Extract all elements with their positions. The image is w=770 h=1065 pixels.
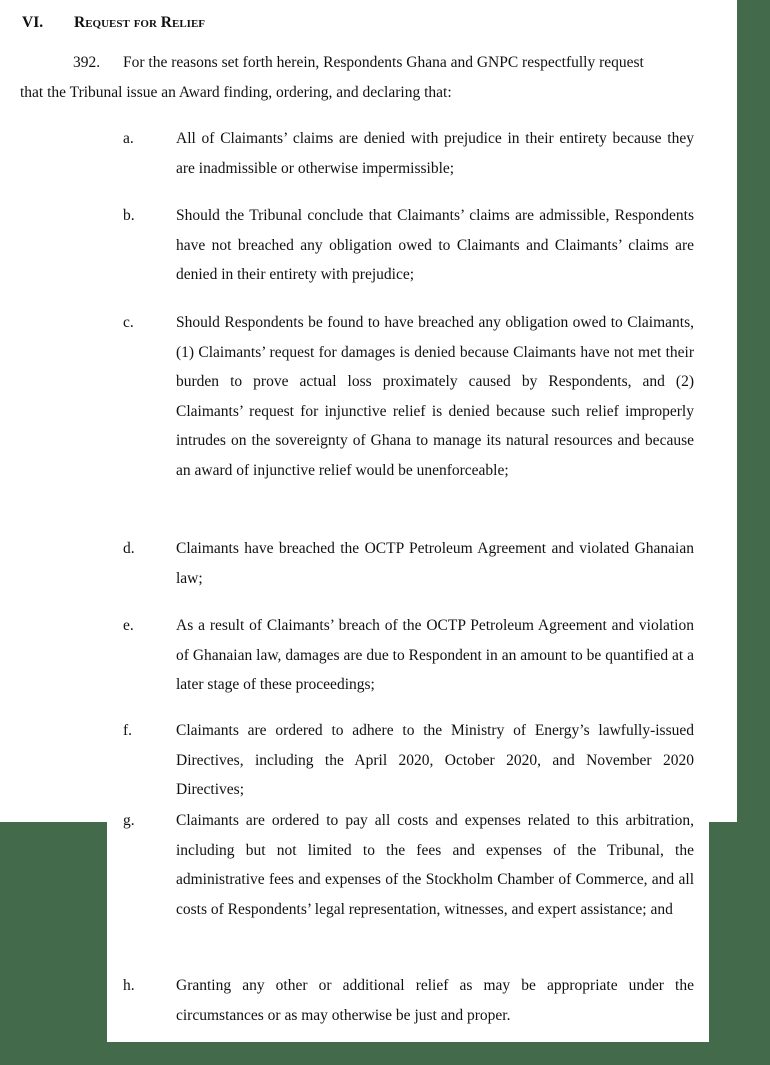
item-letter: f. [123, 722, 133, 739]
intro-paragraph-line-1 [73, 48, 644, 78]
item-letter: h. [123, 977, 135, 994]
item-text: As a result of Claimants’ breach of the OCTP Petroleum Agreement and violation of Ghanaian law, damages are due to Respondent in an amount to be quantified at a later stage of these proceedings; [176, 617, 694, 693]
item-letter: c. [123, 314, 134, 331]
item-text: Claimants are ordered to pay all costs and expenses related to this arbitration, including but not limited to the fees and expenses of the Tribunal, the administrative fees and expenses of the Stockholm Chamber of Commerce, and all costs of Respondents’ legal representation, witnesses, and expert assistance; and [176, 812, 694, 918]
item-text: Claimants are ordered to adhere to the Ministry of Energy’s lawfully-issued Directives, including the April 2020, October 2020, and November 2020 Directives; [176, 722, 694, 798]
item-letter: d. [123, 540, 135, 557]
paragraph-number: 392. [73, 54, 101, 71]
item-letter: e. [123, 617, 134, 634]
item-letter: b. [123, 207, 135, 224]
item-text: Should the Tribunal conclude that Claimants’ claims are admissible, Respondents have not breached any obligation owed to Claimants and Claimants’ claims are denied in their entirety with prejudice; [176, 207, 694, 283]
section-number: VI. [22, 14, 44, 31]
section-title: Request for Relief [74, 14, 205, 31]
item-text: All of Claimants’ claims are denied with prejudice in their entirety because they are inadmissible or otherwise impermissible; [176, 130, 694, 177]
item-text: Should Respondents be found to have breached any obligation owed to Claimants, (1) Claimants’ request for damages is denied because Claimants have not met their burden to prove actual loss proximately caused by Respondents, and (2) Claimants’ request for injunctive relief is denied because such relief improperly intrudes on the sovereignty of Ghana to manage its natural resources and because an award of injunctive relief would be unenforceable; [176, 314, 694, 479]
item-text: Claimants have breached the OCTP Petroleum Agreement and violated Ghanaian law; [176, 540, 694, 587]
intro-text-line-1: For the reasons set forth herein, Respondents Ghana and GNPC respectfully request [123, 54, 644, 71]
item-letter: a. [123, 130, 134, 147]
item-text: Granting any other or additional relief as may be appropriate under the circumstances or as may otherwise be just and proper. [176, 977, 694, 1024]
section-heading [22, 14, 205, 32]
intro-paragraph-line-2: that the Tribunal issue an Award finding, ordering, and declaring that: [20, 84, 452, 101]
item-letter: g. [123, 812, 135, 829]
